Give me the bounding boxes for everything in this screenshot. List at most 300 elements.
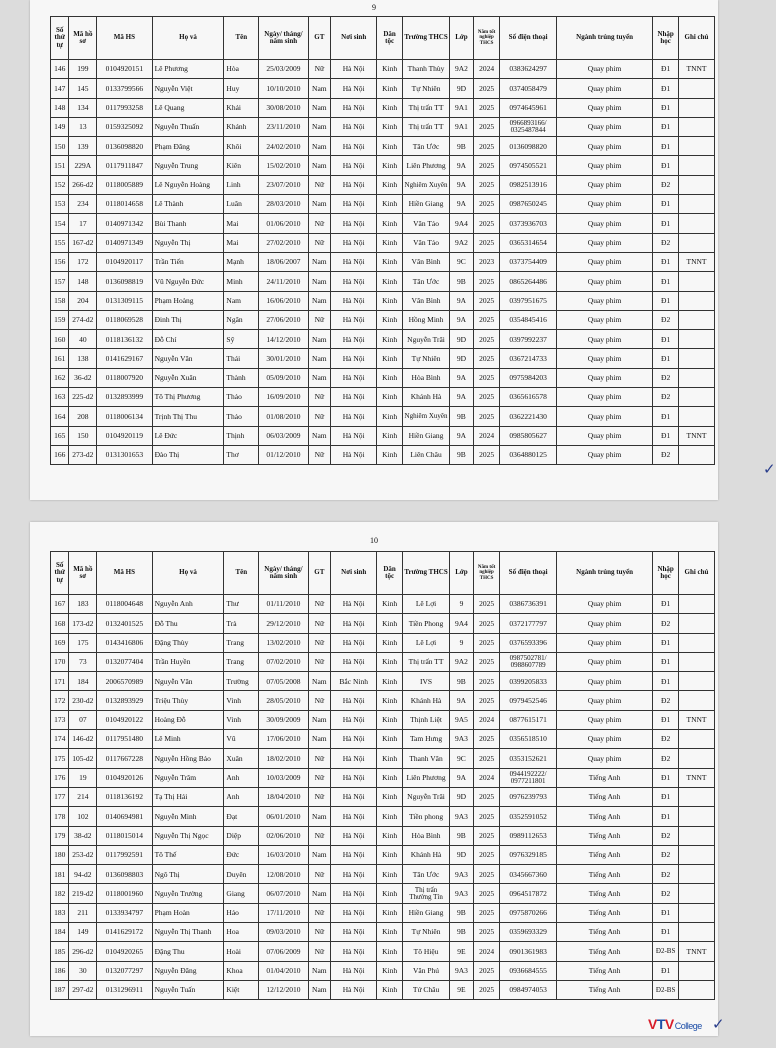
col-major-cell: Quay phim	[556, 214, 652, 233]
col-birthplace-cell: Hà Nội	[331, 233, 377, 252]
col-intake-cell: Đ1	[653, 60, 679, 79]
col-class-cell: 9D	[450, 845, 474, 864]
col-major-cell: Quay phim	[556, 156, 652, 175]
col-surname-cell: Tạ Thị Hải	[152, 787, 224, 806]
table-row	[51, 252, 715, 271]
col-class-cell: 9A	[450, 691, 474, 710]
col-student-id-cell: 0132893999	[97, 388, 152, 407]
col-major-cell: Quay phim	[556, 633, 652, 652]
table-row	[51, 156, 715, 175]
col-gender-cell: Nam	[308, 252, 331, 271]
table-row	[51, 330, 715, 349]
col-class-cell: 9A4	[450, 614, 474, 633]
col-major-cell: Quay phim	[556, 349, 652, 368]
col-surname-cell: Trịnh Thị Thu	[152, 407, 224, 426]
col-gender-cell: Nữ	[308, 233, 331, 252]
col-file-code-cell: 17	[69, 214, 97, 233]
col-file-code-cell: 175	[69, 633, 97, 652]
col-birthplace-cell: Hà Nội	[331, 252, 377, 271]
col-student-id-cell: 0118014658	[97, 195, 152, 214]
col-birth-date-cell: 23/07/2010	[259, 175, 308, 194]
col-major-cell: Tiếng Anh	[556, 845, 652, 864]
col-school-cell: Hiền Giang	[402, 903, 449, 922]
col-major-cell: Quay phim	[556, 233, 652, 252]
column-header-ethnicity: Dân tộc	[377, 17, 403, 60]
col-grad-year-cell: 2025	[473, 156, 500, 175]
col-file-code-cell: 148	[69, 272, 97, 291]
col-birthplace-cell: Hà Nội	[331, 787, 377, 806]
col-phone-cell: 0373754409	[500, 252, 556, 271]
column-header-school: Trường THCS	[402, 17, 449, 60]
col-student-id-cell: 0118007920	[97, 368, 152, 387]
col-surname-cell: Đỗ Chí	[152, 330, 224, 349]
col-birthplace-cell: Hà Nội	[331, 137, 377, 156]
col-intake-cell: Đ2	[653, 865, 679, 884]
col-phone-cell: 0352591052	[500, 807, 556, 826]
col-no-cell: 175	[51, 749, 69, 768]
col-school-cell: IVS	[402, 672, 449, 691]
column-header-gender: GT	[308, 17, 331, 60]
column-header-student-id: Mã HS	[97, 17, 152, 60]
col-birth-date-cell: 30/01/2010	[259, 349, 308, 368]
col-file-code-cell: 184	[69, 672, 97, 691]
col-student-id-cell: 0118015014	[97, 826, 152, 845]
col-major-cell: Quay phim	[556, 652, 652, 671]
col-intake-cell: Đ2-BS	[653, 980, 679, 999]
col-surname-cell: Nguyễn Minh	[152, 807, 224, 826]
col-grad-year-cell: 2025	[473, 691, 500, 710]
col-grad-year-cell: 2025	[473, 672, 500, 691]
col-student-id-cell: 0118005889	[97, 175, 152, 194]
col-birth-date-cell: 07/02/2010	[259, 652, 308, 671]
col-given-name-cell: Kiệt	[224, 980, 259, 999]
table-row	[51, 845, 715, 864]
col-intake-cell: Đ1	[653, 291, 679, 310]
col-major-cell: Tiếng Anh	[556, 903, 652, 922]
col-phone-cell: 0865264486	[500, 272, 556, 291]
logo-letter: V	[664, 1016, 674, 1032]
col-phone-cell: 0974505521	[500, 156, 556, 175]
col-school-cell: Văn Tảo	[402, 214, 449, 233]
col-grad-year-cell: 2025	[473, 980, 500, 999]
col-ethnicity-cell: Kinh	[377, 310, 403, 329]
col-phone-cell: 0376593396	[500, 633, 556, 652]
col-intake-cell: Đ1	[653, 330, 679, 349]
col-class-cell: 9A3	[450, 865, 474, 884]
col-student-id-cell: 0132893929	[97, 691, 152, 710]
col-grad-year-cell: 2024	[473, 942, 500, 961]
col-intake-cell: Đ1	[653, 961, 679, 980]
col-grad-year-cell: 2025	[473, 175, 500, 194]
col-school-cell: Khánh Hà	[402, 691, 449, 710]
col-surname-cell: Phạm Đăng	[152, 137, 224, 156]
col-surname-cell: Đào Thị	[152, 445, 224, 464]
col-note-cell: TNNT	[678, 768, 714, 787]
col-phone-cell: 0359693329	[500, 923, 556, 942]
col-gender-cell: Nữ	[308, 652, 331, 671]
col-grad-year-cell: 2025	[473, 595, 500, 614]
col-intake-cell: Đ2	[653, 691, 679, 710]
col-class-cell: 9A	[450, 388, 474, 407]
col-file-code-cell: 150	[69, 426, 97, 445]
col-file-code-cell: 219-d2	[69, 884, 97, 903]
col-major-cell: Quay phim	[556, 595, 652, 614]
col-birth-date-cell: 16/09/2010	[259, 388, 308, 407]
col-ethnicity-cell: Kinh	[377, 730, 403, 749]
col-student-id-cell: 0141629167	[97, 349, 152, 368]
column-header-given-name: Tên	[224, 17, 259, 60]
col-grad-year-cell: 2025	[473, 884, 500, 903]
col-surname-cell: Đặng Thùy	[152, 633, 224, 652]
col-file-code-cell: 167-d2	[69, 233, 97, 252]
column-header-birthplace: Nơi sinh	[331, 17, 377, 60]
col-note-cell	[678, 787, 714, 806]
col-file-code-cell: 94-d2	[69, 865, 97, 884]
col-school-cell: Thanh Thùy	[402, 60, 449, 79]
col-school-cell: Liên Phương	[402, 768, 449, 787]
col-grad-year-cell: 2025	[473, 749, 500, 768]
col-class-cell: 9A2	[450, 60, 474, 79]
col-gender-cell: Nữ	[308, 407, 331, 426]
col-no-cell: 170	[51, 652, 69, 671]
col-student-id-cell: 0117992591	[97, 845, 152, 864]
col-surname-cell: Bùi Thanh	[152, 214, 224, 233]
col-class-cell: 9C	[450, 749, 474, 768]
col-birth-date-cell: 18/02/2010	[259, 749, 308, 768]
col-ethnicity-cell: Kinh	[377, 884, 403, 903]
col-phone-cell: 0374058479	[500, 79, 556, 98]
col-ethnicity-cell: Kinh	[377, 407, 403, 426]
col-given-name-cell: Kiên	[224, 156, 259, 175]
col-phone-cell: 0372177797	[500, 614, 556, 633]
col-birthplace-cell: Hà Nội	[331, 117, 377, 136]
col-birthplace-cell: Hà Nội	[331, 388, 377, 407]
col-intake-cell: Đ2	[653, 233, 679, 252]
col-file-code-cell: 139	[69, 137, 97, 156]
table-row	[51, 214, 715, 233]
col-major-cell: Quay phim	[556, 407, 652, 426]
col-gender-cell: Nữ	[308, 826, 331, 845]
col-student-id-cell: 0136098819	[97, 272, 152, 291]
col-school-cell: Văn Bình	[402, 291, 449, 310]
col-class-cell: 9B	[450, 445, 474, 464]
col-file-code-cell: 208	[69, 407, 97, 426]
col-file-code-cell: 73	[69, 652, 97, 671]
col-intake-cell: Đ2	[653, 175, 679, 194]
col-school-cell: Liên Châu	[402, 445, 449, 464]
col-grad-year-cell: 2025	[473, 330, 500, 349]
col-major-cell: Quay phim	[556, 710, 652, 729]
col-major-cell: Quay phim	[556, 330, 652, 349]
col-intake-cell: Đ2	[653, 614, 679, 633]
col-given-name-cell: Luân	[224, 195, 259, 214]
col-grad-year-cell: 2024	[473, 60, 500, 79]
col-student-id-cell: 0118069528	[97, 310, 152, 329]
col-given-name-cell: Thư	[224, 595, 259, 614]
table-row	[51, 903, 715, 922]
col-ethnicity-cell: Kinh	[377, 388, 403, 407]
col-gender-cell: Nữ	[308, 768, 331, 787]
col-student-id-cell: 0133799566	[97, 79, 152, 98]
col-intake-cell: Đ1	[653, 787, 679, 806]
col-grad-year-cell: 2025	[473, 826, 500, 845]
col-grad-year-cell: 2025	[473, 865, 500, 884]
col-class-cell: 9A5	[450, 710, 474, 729]
col-birth-date-cell: 12/08/2010	[259, 865, 308, 884]
col-school-cell: Văn Tảo	[402, 233, 449, 252]
vtv-college-logo	[648, 1016, 702, 1032]
col-school-cell: Tự Nhiên	[402, 79, 449, 98]
col-note-cell: TNNT	[678, 710, 714, 729]
col-surname-cell: Lê Nguyễn Hoàng	[152, 175, 224, 194]
col-phone-cell: 0136098820	[500, 137, 556, 156]
col-ethnicity-cell: Kinh	[377, 330, 403, 349]
col-file-code-cell: 211	[69, 903, 97, 922]
col-note-cell	[678, 349, 714, 368]
col-school-cell: Lê Lợi	[402, 595, 449, 614]
col-note-cell: TNNT	[678, 426, 714, 445]
col-no-cell: 183	[51, 903, 69, 922]
col-ethnicity-cell: Kinh	[377, 426, 403, 445]
col-birthplace-cell: Hà Nội	[331, 330, 377, 349]
col-student-id-cell: 0117667228	[97, 749, 152, 768]
col-school-cell: Nghiêm Xuyên	[402, 175, 449, 194]
col-surname-cell: Nguyễn Thị	[152, 233, 224, 252]
col-grad-year-cell: 2025	[473, 614, 500, 633]
col-class-cell: 9A3	[450, 807, 474, 826]
col-grad-year-cell: 2025	[473, 291, 500, 310]
col-given-name-cell: Hoa	[224, 923, 259, 942]
table-row	[51, 233, 715, 252]
col-no-cell: 164	[51, 407, 69, 426]
col-school-cell: Thị trấn TT	[402, 117, 449, 136]
col-note-cell	[678, 137, 714, 156]
col-gender-cell: Nữ	[308, 60, 331, 79]
col-birth-date-cell: 01/06/2010	[259, 214, 308, 233]
col-student-id-cell: 2006570989	[97, 672, 152, 691]
col-surname-cell: Tô Thị Phương	[152, 388, 224, 407]
col-ethnicity-cell: Kinh	[377, 865, 403, 884]
column-header-class: Lớp	[450, 17, 474, 60]
col-grad-year-cell: 2025	[473, 961, 500, 980]
col-ethnicity-cell: Kinh	[377, 672, 403, 691]
col-class-cell: 9A2	[450, 652, 474, 671]
column-header-phone: Số điện thoại	[500, 17, 556, 60]
col-given-name-cell: Mai	[224, 233, 259, 252]
column-header-file-code: Mã hồ sơ	[69, 17, 97, 60]
column-header-surname: Họ và	[152, 552, 224, 595]
col-intake-cell: Đ2	[653, 388, 679, 407]
col-given-name-cell: Thành	[224, 368, 259, 387]
table-row	[51, 807, 715, 826]
col-birthplace-cell: Hà Nội	[331, 614, 377, 633]
table-row	[51, 79, 715, 98]
col-note-cell	[678, 310, 714, 329]
table-row	[51, 137, 715, 156]
col-phone-cell: 0974645961	[500, 98, 556, 117]
col-school-cell: Hòa Bình	[402, 368, 449, 387]
col-class-cell: 9A	[450, 426, 474, 445]
col-note-cell	[678, 291, 714, 310]
column-header-school: Trường THCS	[402, 552, 449, 595]
col-intake-cell: Đ1	[653, 98, 679, 117]
col-ethnicity-cell: Kinh	[377, 923, 403, 942]
col-school-cell: Hòa Bình	[402, 826, 449, 845]
document-page-10	[30, 522, 718, 1036]
col-file-code-cell: 199	[69, 60, 97, 79]
col-file-code-cell: 19	[69, 768, 97, 787]
table-row	[51, 942, 715, 961]
col-file-code-cell: 297-d2	[69, 980, 97, 999]
col-birth-date-cell: 01/08/2010	[259, 407, 308, 426]
col-class-cell: 9A	[450, 156, 474, 175]
col-gender-cell: Nữ	[308, 942, 331, 961]
col-ethnicity-cell: Kinh	[377, 117, 403, 136]
col-no-cell: 159	[51, 310, 69, 329]
col-grad-year-cell: 2025	[473, 195, 500, 214]
col-student-id-cell: 0104920122	[97, 710, 152, 729]
col-intake-cell: Đ1	[653, 349, 679, 368]
col-phone-cell: 0975870266	[500, 903, 556, 922]
col-phone-cell: 0966893166/ 0325487844	[500, 117, 556, 136]
col-school-cell: Liên Phương	[402, 156, 449, 175]
col-school-cell: Tam Hưng	[402, 730, 449, 749]
col-class-cell: 9D	[450, 330, 474, 349]
table-row	[51, 826, 715, 845]
col-file-code-cell: 30	[69, 961, 97, 980]
column-header-gender: GT	[308, 552, 331, 595]
col-file-code-cell: 296-d2	[69, 942, 97, 961]
col-note-cell	[678, 865, 714, 884]
col-gender-cell: Nam	[308, 137, 331, 156]
col-given-name-cell: Nam	[224, 291, 259, 310]
col-file-code-cell: 253-d2	[69, 845, 97, 864]
col-no-cell: 161	[51, 349, 69, 368]
col-note-cell	[678, 233, 714, 252]
col-phone-cell: 0386736391	[500, 595, 556, 614]
col-major-cell: Quay phim	[556, 291, 652, 310]
column-header-student-id: Mã HS	[97, 552, 152, 595]
col-file-code-cell: 134	[69, 98, 97, 117]
column-header-intake: Nhập học	[653, 17, 679, 60]
table-row	[51, 595, 715, 614]
col-major-cell: Quay phim	[556, 98, 652, 117]
col-birth-date-cell: 29/12/2010	[259, 614, 308, 633]
col-ethnicity-cell: Kinh	[377, 595, 403, 614]
col-birth-date-cell: 24/11/2010	[259, 272, 308, 291]
col-given-name-cell: Giang	[224, 884, 259, 903]
col-gender-cell: Nam	[308, 710, 331, 729]
col-birthplace-cell: Hà Nội	[331, 407, 377, 426]
col-major-cell: Quay phim	[556, 749, 652, 768]
col-student-id-cell: 0104920117	[97, 252, 152, 271]
col-student-id-cell: 0143416806	[97, 633, 152, 652]
col-file-code-cell: 36-d2	[69, 368, 97, 387]
col-surname-cell: Phạm Hoàn	[152, 903, 224, 922]
col-note-cell	[678, 195, 714, 214]
col-no-cell: 166	[51, 445, 69, 464]
col-birthplace-cell: Hà Nội	[331, 195, 377, 214]
col-birth-date-cell: 07/06/2009	[259, 942, 308, 961]
col-note-cell	[678, 117, 714, 136]
col-birthplace-cell: Hà Nội	[331, 710, 377, 729]
col-surname-cell: Nguyễn Thuấn	[152, 117, 224, 136]
col-class-cell: 9D	[450, 79, 474, 98]
col-no-cell: 185	[51, 942, 69, 961]
col-file-code-cell: 204	[69, 291, 97, 310]
col-note-cell	[678, 903, 714, 922]
col-note-cell	[678, 884, 714, 903]
col-note-cell: TNNT	[678, 252, 714, 271]
col-ethnicity-cell: Kinh	[377, 787, 403, 806]
col-birthplace-cell: Hà Nội	[331, 768, 377, 787]
col-intake-cell: Đ1	[653, 79, 679, 98]
col-major-cell: Quay phim	[556, 388, 652, 407]
col-birth-date-cell: 06/03/2009	[259, 426, 308, 445]
col-birthplace-cell: Hà Nội	[331, 749, 377, 768]
col-school-cell: Hiền Giang	[402, 426, 449, 445]
column-header-note: Ghi chú	[678, 552, 714, 595]
col-file-code-cell: 145	[69, 79, 97, 98]
col-no-cell: 176	[51, 768, 69, 787]
column-header-major: Ngành trúng tuyển	[556, 17, 652, 60]
col-class-cell: 9B	[450, 272, 474, 291]
col-grad-year-cell: 2025	[473, 652, 500, 671]
table-row	[51, 426, 715, 445]
col-note-cell	[678, 98, 714, 117]
col-phone-cell: 0399205833	[500, 672, 556, 691]
col-major-cell: Tiếng Anh	[556, 923, 652, 942]
col-ethnicity-cell: Kinh	[377, 980, 403, 999]
col-intake-cell: Đ1	[653, 214, 679, 233]
col-surname-cell: Nguyễn Đăng	[152, 961, 224, 980]
col-note-cell	[678, 388, 714, 407]
col-grad-year-cell: 2023	[473, 252, 500, 271]
col-no-cell: 149	[51, 117, 69, 136]
col-birthplace-cell: Hà Nội	[331, 595, 377, 614]
col-class-cell: 9	[450, 633, 474, 652]
column-header-file-code: Mã hồ sơ	[69, 552, 97, 595]
col-class-cell: 9E	[450, 980, 474, 999]
col-phone-cell: 0944192222/ 0977211801	[500, 768, 556, 787]
col-ethnicity-cell: Kinh	[377, 691, 403, 710]
col-school-cell: Văn Bình	[402, 252, 449, 271]
col-student-id-cell: 0104920126	[97, 768, 152, 787]
col-school-cell: Văn Phú	[402, 961, 449, 980]
col-gender-cell: Nữ	[308, 633, 331, 652]
col-surname-cell: Nguyễn Anh	[152, 595, 224, 614]
col-birthplace-cell: Hà Nội	[331, 79, 377, 98]
col-birthplace-cell: Hà Nội	[331, 368, 377, 387]
col-given-name-cell: Khải	[224, 98, 259, 117]
col-student-id-cell: 0136098803	[97, 865, 152, 884]
table-row	[51, 445, 715, 464]
col-grad-year-cell: 2025	[473, 445, 500, 464]
col-birth-date-cell: 16/06/2010	[259, 291, 308, 310]
col-major-cell: Quay phim	[556, 252, 652, 271]
col-school-cell: Nghiêm Xuyên	[402, 407, 449, 426]
col-birthplace-cell: Hà Nội	[331, 903, 377, 922]
col-class-cell: 9A3	[450, 730, 474, 749]
col-birth-date-cell: 17/11/2010	[259, 903, 308, 922]
col-birth-date-cell: 07/05/2008	[259, 672, 308, 691]
col-given-name-cell: Hảo	[224, 903, 259, 922]
col-intake-cell: Đ1	[653, 768, 679, 787]
col-class-cell: 9A3	[450, 884, 474, 903]
col-surname-cell: Đặng Thu	[152, 942, 224, 961]
col-phone-cell: 0383624297	[500, 60, 556, 79]
col-birthplace-cell: Hà Nội	[331, 807, 377, 826]
